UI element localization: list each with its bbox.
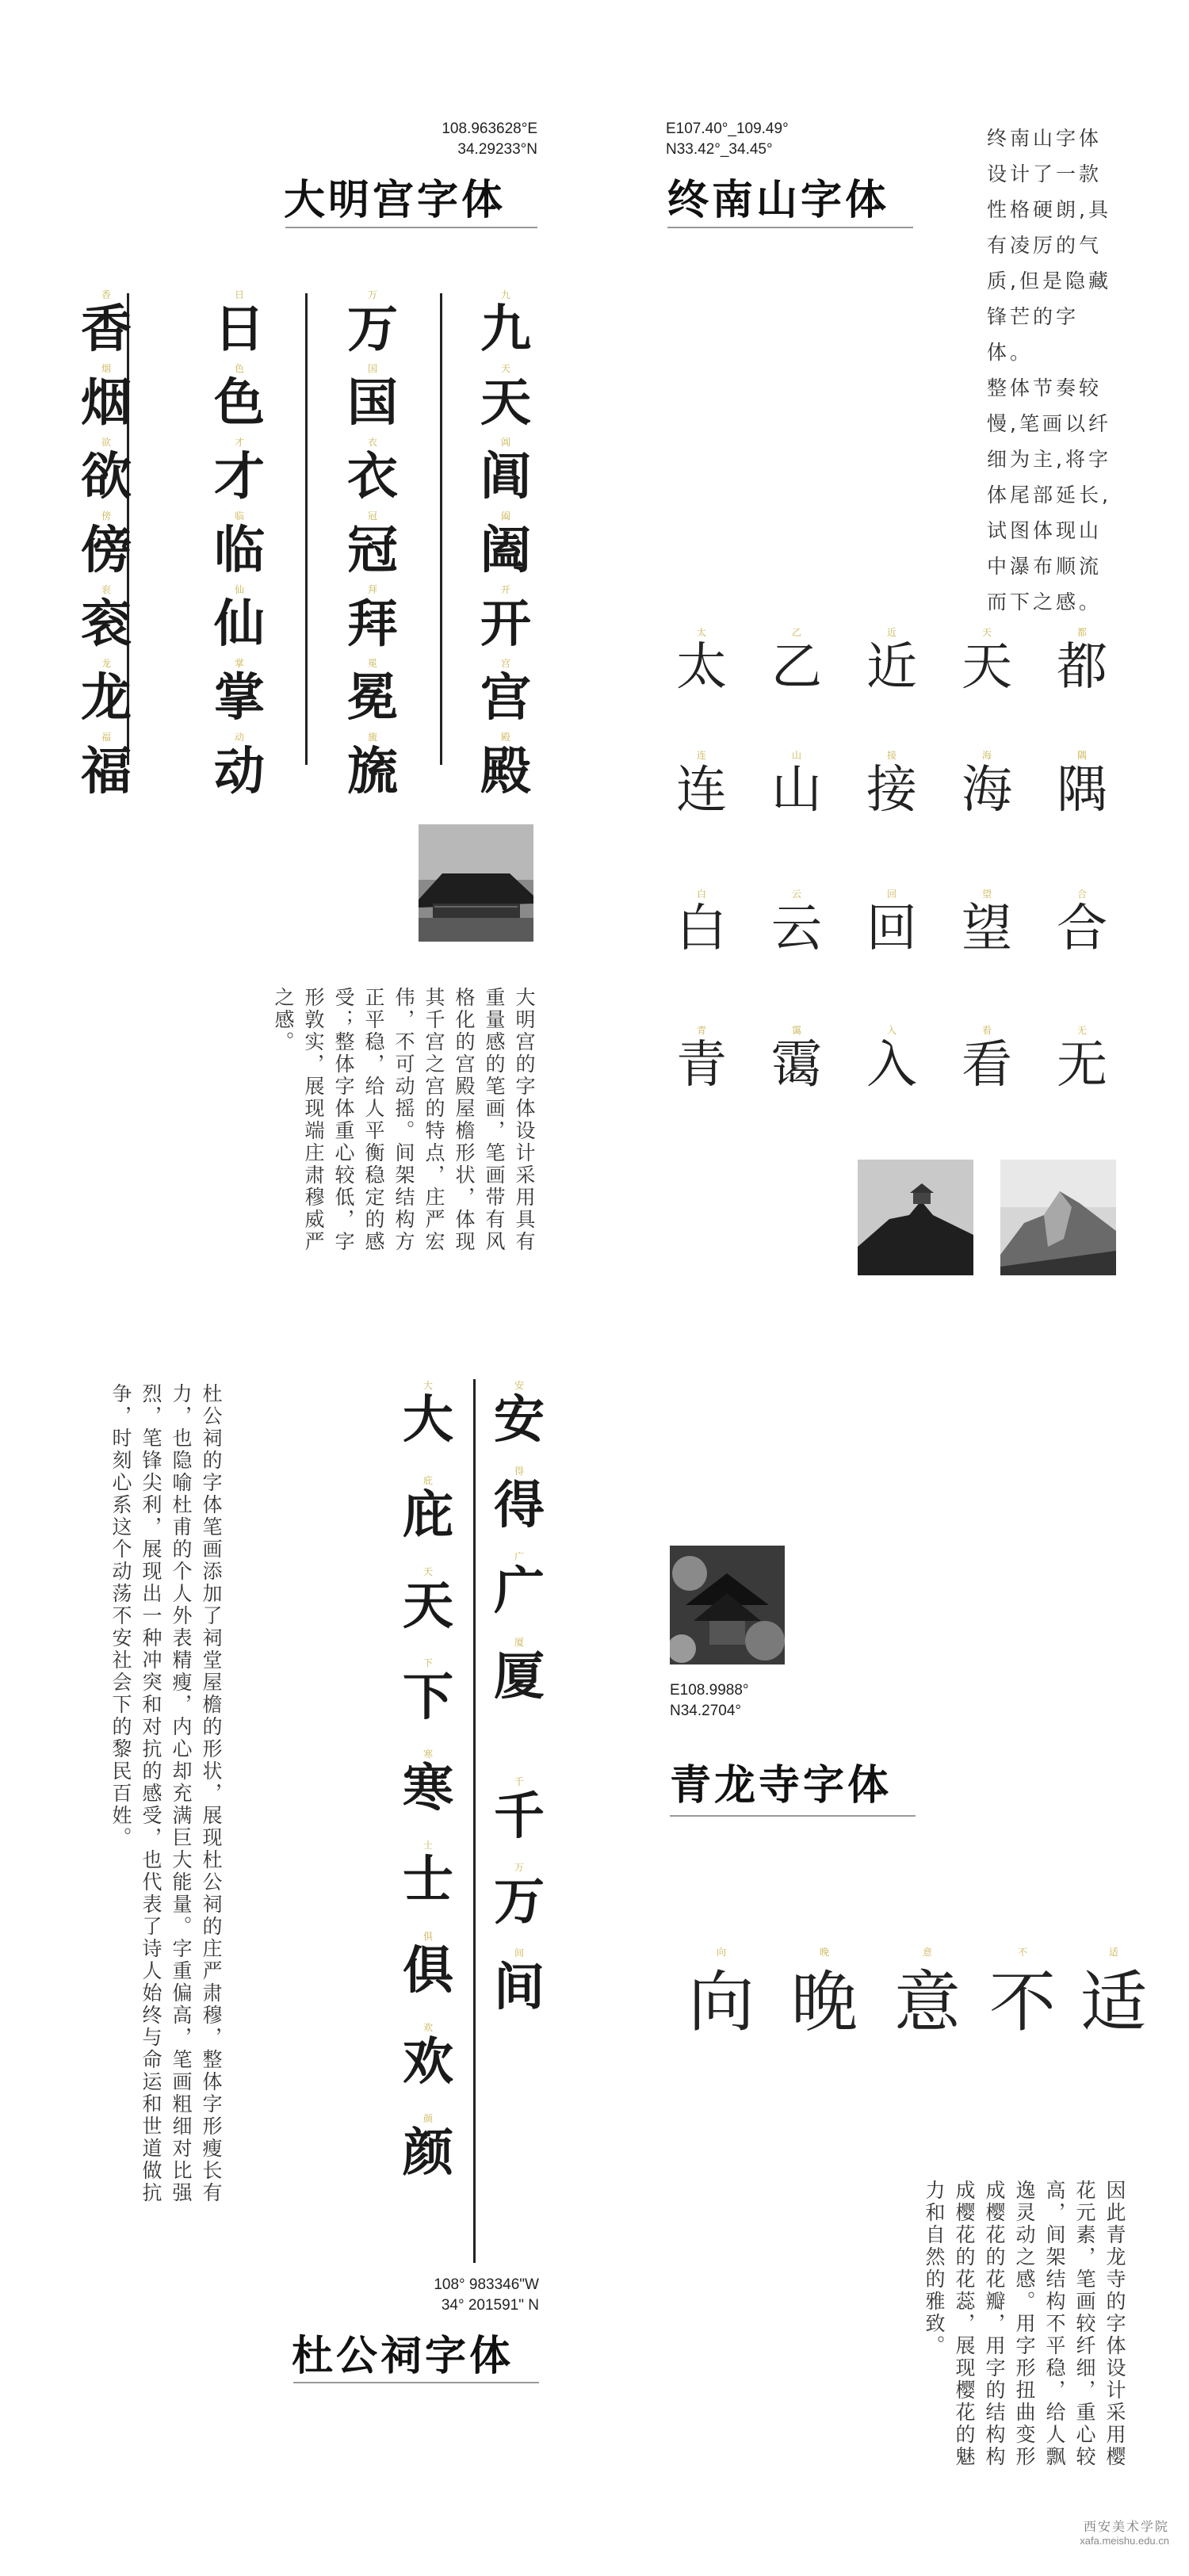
zhongnan-description: 终南山字体 设计了一款 性格硬朗,具 有凌厉的气 质,但是隐藏 锋芒的字体。 整体节奏较 慢,笔画以纤 细为主,将字 体尾部延长, 试图体现山 中瀑布顺流 而下之感。 [987, 127, 1111, 613]
daming-glyph: 旒 旒 [347, 732, 398, 801]
dugong-glyph: 欢 欢 [403, 2022, 453, 2092]
qinglong-temple-photo [670, 1546, 785, 1664]
zhongnan-glyph: 太 太 [676, 627, 727, 697]
watermark-name: 西安美术学院 [1083, 2519, 1169, 2534]
qinglong-coordinates: E108.9988° N34.2704° [670, 1682, 749, 1719]
daming-glyph: 阖 阖 [480, 510, 531, 580]
zhongnan-glyph: 都 都 [1057, 627, 1107, 697]
daming-glyph: 九 九 [480, 289, 531, 359]
daming-glyph: 殿 殿 [480, 732, 531, 801]
qinglong-title-rule [670, 1815, 916, 1817]
daming-glyph: 香 香 [81, 289, 132, 359]
daming-divider-3 [440, 293, 442, 765]
dugong-coordinates: 108° 983346"W 34° 201591" N [434, 2276, 539, 2314]
daming-glyph: 衮 衮 [81, 584, 132, 654]
qinglong-title: 青龙寺字体 [670, 1762, 893, 1810]
daming-divider-2 [305, 293, 308, 765]
zhongnan-mountain-photo-2 [1000, 1160, 1116, 1275]
dugong-glyph: 庇 庇 [403, 1475, 453, 1545]
daming-palace-photo [419, 824, 533, 942]
dugong-divider [473, 1379, 476, 2263]
watermark-url: xafa.meishu.edu.cn [1080, 2535, 1169, 2547]
daming-glyph: 日 日 [214, 289, 265, 359]
dugong-glyph: 广 广 [494, 1551, 545, 1621]
dugong-glyph: 安 安 [494, 1380, 545, 1450]
dugong-glyph: 寒 寒 [403, 1749, 453, 1818]
zhongnan-glyph: 近 近 [866, 627, 917, 697]
daming-glyph: 冠 冠 [347, 510, 398, 580]
zhongnan-glyph: 入 入 [866, 1025, 917, 1095]
qinglong-glyph: 晚 晚 [790, 1947, 858, 2041]
zhongnan-glyph: 回 回 [866, 889, 917, 958]
dugong-title-rule [293, 2382, 539, 2383]
daming-description: 大明宫的字体设计采用具有重量感的笔画，笔画带有风格化的宫殿屋檐形状，体现其千宫之宫的特点，庄严宏伟，不可动摇。间架结构方正平稳，给人平衡稳定的感受；整体字体重心较低，字形敦实，展现端庄肃穆威严之感。 [272, 987, 536, 1253]
qinglong-glyph: 适 适 [1080, 1947, 1147, 2041]
zhongnan-title: 终南山字体 [667, 177, 890, 224]
zhongnan-glyph: 接 接 [866, 750, 917, 820]
dugong-title: 杜公祠字体 [292, 2333, 514, 2380]
dugong-glyph: 颜 颜 [403, 2113, 453, 2183]
zhongnan-glyph: 天 天 [962, 627, 1012, 697]
zhongnan-mountain-photo-1 [858, 1160, 973, 1275]
daming-glyph: 福 福 [81, 732, 132, 801]
qinglong-description: 因此青龙寺的字体设计采用樱花元素，笔画较纤细，重心较高，间架结构不平稳，给人飘逸灵动之感。用字形扭曲变形成樱花的花瓣，用字的结构构成樱花的花蕊，展现樱花的魅力和自然的雅致。 [923, 2180, 1126, 2468]
daming-glyph: 衣 衣 [347, 437, 398, 506]
daming-glyph: 才 才 [214, 437, 265, 506]
zhongnan-title-rule [667, 227, 913, 228]
zhongnan-glyph: 霭 霭 [771, 1025, 822, 1095]
dugong-glyph: 间 间 [494, 1947, 545, 2017]
daming-glyph: 动 动 [214, 732, 265, 801]
daming-glyph: 傍 傍 [81, 510, 132, 580]
dugong-glyph: 下 下 [403, 1657, 453, 1727]
daming-glyph: 万 万 [347, 289, 398, 359]
zhongnan-glyph: 无 无 [1057, 1025, 1107, 1095]
zhongnan-glyph: 云 云 [771, 889, 822, 958]
qinglong-glyph: 向 向 [687, 1947, 755, 2041]
zhongnan-glyph: 乙 乙 [771, 627, 822, 697]
zhongnan-glyph: 合 合 [1057, 889, 1107, 958]
daming-glyph: 仙 仙 [214, 584, 265, 654]
daming-coordinates: 108.963628°E 34.29233°N [442, 120, 537, 158]
daming-glyph: 天 天 [480, 363, 531, 433]
zhongnan-glyph: 海 海 [962, 750, 1012, 820]
zhongnan-glyph: 青 青 [676, 1025, 727, 1095]
dugong-glyph: 千 千 [494, 1776, 545, 1846]
qinglong-glyph: 不 不 [988, 1947, 1056, 2041]
zhongnan-coordinates: E107.40°_109.49° N33.42°_34.45° [666, 120, 789, 158]
dugong-description: 杜公祠的字体笔画添加了祠堂屋檐的形状，展现杜公祠的庄严肃穆，整体字形瘦长有力，也隐喻杜甫的个人外表精瘦，内心却充满巨大能量。字重偏高，笔画粗细对比强烈，笔锋尖利，展现出一种冲突和对抗的感受，也代表了诗人始终与命运和世道做抗争，时刻心系这个动荡不安社会下的黎民百姓。 [109, 1383, 223, 2204]
site-watermark [1011, 2517, 1169, 2547]
dugong-glyph: 俱 俱 [403, 1931, 453, 2001]
daming-glyph: 拜 拜 [347, 584, 398, 654]
zhongnan-glyph: 望 望 [962, 889, 1012, 958]
daming-glyph: 烟 烟 [81, 363, 132, 433]
qinglong-glyph: 意 意 [893, 1947, 961, 2041]
daming-glyph: 阊 阊 [480, 437, 531, 506]
dugong-glyph: 大 大 [403, 1380, 453, 1450]
daming-glyph: 冕 冕 [347, 658, 398, 728]
dugong-glyph: 得 得 [494, 1466, 545, 1535]
daming-glyph: 宫 宫 [480, 658, 531, 728]
daming-glyph: 色 色 [214, 363, 265, 433]
zhongnan-glyph: 山 山 [771, 750, 822, 820]
daming-glyph: 掌 掌 [214, 658, 265, 728]
zhongnan-glyph: 看 看 [962, 1025, 1012, 1095]
daming-title-rule [285, 227, 537, 228]
daming-title: 大明宫字体 [284, 177, 507, 224]
daming-glyph: 欲 欲 [81, 437, 132, 506]
zhongnan-glyph: 白 白 [676, 889, 727, 958]
zhongnan-glyph: 隅 隅 [1057, 750, 1107, 820]
dugong-glyph: 万 万 [494, 1862, 545, 1932]
zhongnan-glyph: 连 连 [676, 750, 727, 820]
daming-glyph: 龙 龙 [81, 658, 132, 728]
dugong-glyph: 天 天 [403, 1566, 453, 1636]
dugong-glyph: 厦 厦 [494, 1637, 545, 1707]
daming-glyph: 开 开 [480, 584, 531, 654]
daming-glyph: 临 临 [214, 510, 265, 580]
daming-glyph: 国 国 [347, 363, 398, 433]
dugong-glyph: 士 士 [403, 1840, 453, 1909]
